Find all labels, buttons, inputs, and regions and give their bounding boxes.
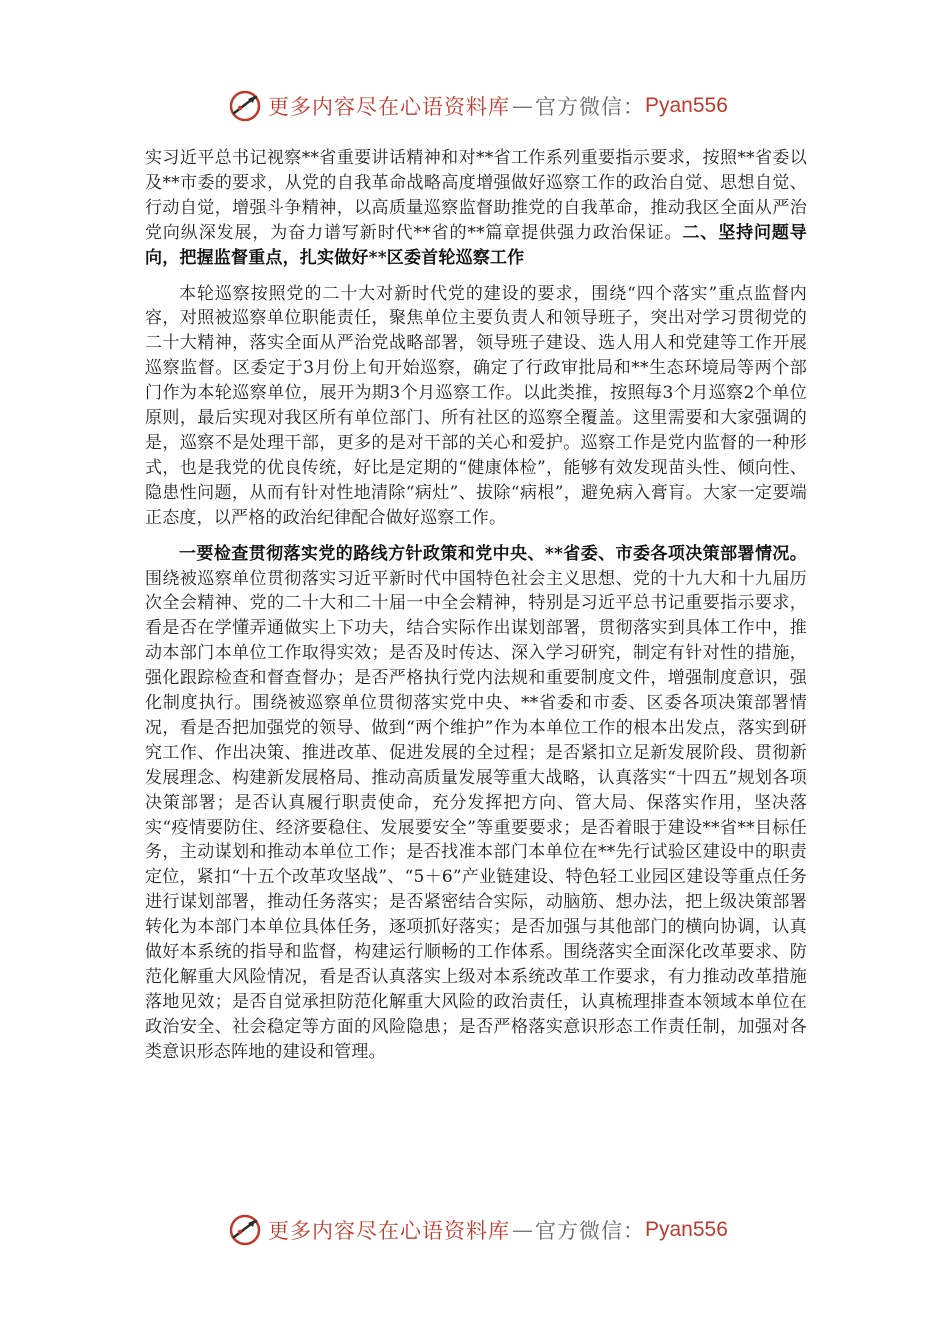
banner-wechat-label: 官方微信： [535,1219,645,1243]
header-watermark-banner [228,86,728,126]
banner-wechat-id: Pyan556 [645,94,728,117]
document-body [145,146,807,1065]
banner-dash: — [512,94,533,118]
subsection-heading-1: 一要检查贯彻落实党的路线方针政策和党中央、**省委、市委各项决策部署情况。 [179,543,807,564]
paragraph-3 [145,542,807,1065]
brand-logo-icon [228,89,262,123]
banner-slogan: 更多内容尽在心语资料库 [268,95,510,119]
brand-logo-icon [228,1213,262,1247]
paragraph-2: 本轮巡察按照党的二十大对新时代党的建设的要求，围绕“四个落实”重点监督内容，对照被巡察单位职能责任，聚焦单位主要负责人和领导班子，突出对学习贯彻党的二十大精神，落实全面从严治党战略部署，领导班子建设、选人用人和党建等工作开展巡察监督。区委定于3月份上旬开始巡察，确定了行政审批局和**生态环境局等两个部门作为本轮巡察单位，展开为期3个月巡察工作。以此类推，按照每3个月巡察2个单位原则，最后实现对我区所有单位部门、所有社区的巡察全覆盖。这里需要和大家强调的是，巡察不是处理干部，更多的是对干部的关心和爱护。巡察工作是党内监督的一种形式，也是我党的优良传统，好比是定期的“健康体检”，能够有效发现苗头性、倾向性、隐患性问题，从而有针对性地清除“病灶”、拔除“病根”，避免病入膏肓。大家一定要端正态度，以严格的政治纪律配合做好巡察工作。 [145,283,807,528]
paragraph-1 [145,146,807,271]
banner-wechat-id: Pyan556 [645,1218,728,1241]
footer-watermark-banner [228,1210,728,1250]
banner-dash: — [512,1218,533,1242]
paragraph-1-text: 实习近平总书记视察**省重要讲话精神和对**省工作系列重要指示要求，按照**省委以及**市委的要求，从党的自我革命战略高度增强做好巡察工作的政治自觉、思想自觉、行动自觉，增强斗争精神，以高质量巡察监督助推党的自我革命，推动我区全面从严治党向纵深发展，为奋力谱写新时代**省的**篇章提供强力政治保证。 [145,148,807,243]
section-heading-2: 二、坚持问题导向，把握监督重点，扎实做好**区委首轮巡察工作 [145,222,807,268]
banner-slogan: 更多内容尽在心语资料库 [268,1219,510,1243]
paragraph-3-text: 围绕被巡察单位贯彻落实习近平新时代中国特色社会主义思想、党的十九大和十九届历次全会精神、党的二十大和二十届一中全会精神，特别是习近平总书记重要指示要求，看是否在学懂弄通做实上下功夫，结合实际作出谋划部署，贯彻落实到具体工作中，推动本部门本单位工作取得实效；是否及时传达、深入学习研究，制定有针对性的措施，强化跟踪检查和督查督办；是否严格执行党内法规和重要制度文件，增强制度意识，强化制度执行。围绕被巡察单位贯彻落实党中央、**省委和市委、区委各项决策部署情况，看是否把加强党的领导、做到“两个维护”作为本单位工作的根本出发点，落实到研究工作、作出决策、推进改革、促进发展的全过程；是否紧扣立足新发展阶段、贯彻新发展理念、构建新发展格局、推动高质量发展等重大战略，认真落实“十四五”规划各项决策部署；是否认真履行职责使命，充分发挥把方向、管大局、保落实作用，坚决落实“疫情要防住、经济要稳住、发展要安全”等重要要求；是否着眼于建设**省**目标任务，主动谋划和推动本单位工作；是否找准本部门本单位在**先行试验区建设中的职责定位，紧扣“十五个改革攻坚战”、“5＋6”产业链建设、特色轻工业园区建设等重点任务进行谋划部署，推动任务落实；是否紧密结合实际，动脑筋、想办法，把上级决策部署转化为本部门本单位具体任务，逐项抓好落实；是否加强与其他部门的横向协调，认真做好本系统的指导和监督，构建运行顺畅的工作体系。围绕落实全面深化改革要求、防范化解重大风险情况，看是否认真落实上级对本系统改革工作要求，有力推动改革措施落地见效；是否自觉承担防范化解重大风险的政治责任，认真梳理排查本领域本单位在政治安全、社会稳定等方面的风险隐患；是否严格落实意识形态工作责任制，加强对各类意识形态阵地的建设和管理。 [145,568,807,1062]
banner-wechat-label: 官方微信： [535,95,645,119]
